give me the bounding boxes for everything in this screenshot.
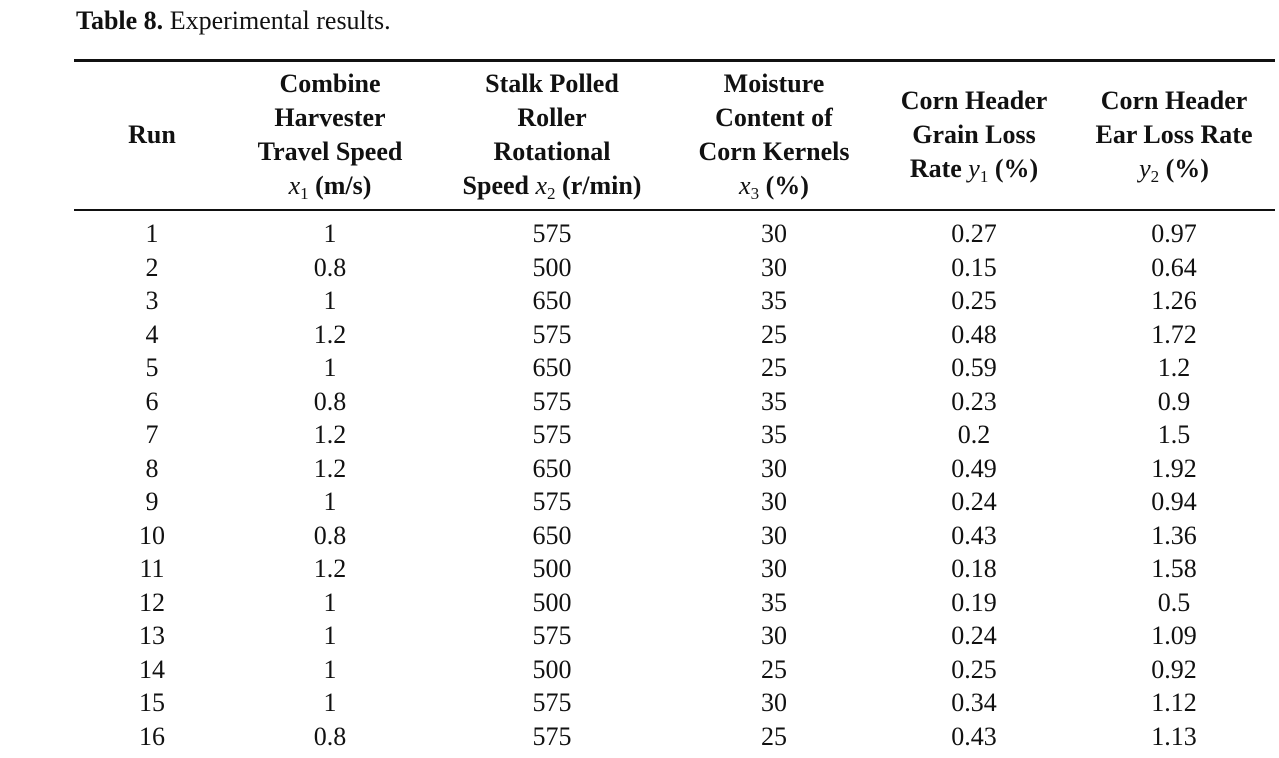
cell-moisture: 30 [761, 621, 787, 650]
cell-ear-loss: 1.12 [1151, 688, 1197, 717]
cell-run: 8 [145, 453, 159, 483]
table-row [74, 485, 1275, 519]
cell-rotational-speed: 575 [532, 721, 572, 751]
cell-moisture: 35 [761, 386, 787, 416]
header-moisture-line-2: Content of [715, 103, 833, 132]
table-row [74, 251, 1275, 285]
header-moisture-line-4 [699, 169, 850, 203]
header-run [102, 61, 202, 209]
header-y2-var: y [1139, 154, 1151, 183]
cell-run: 2 [145, 252, 159, 282]
header-rotational-speed-line-1: Stalk Polled [485, 69, 619, 98]
cell-run: 11 [139, 554, 165, 583]
cell-moisture: 30 [761, 520, 787, 550]
cell-rotational-speed: 575 [532, 386, 572, 416]
cell-moisture: 30 [761, 487, 787, 516]
cell-run: 10 [139, 520, 165, 550]
cell-moisture: 30 [761, 554, 787, 583]
cell-ear-loss: 1.58 [1151, 554, 1197, 583]
cell-run: 13 [139, 621, 165, 650]
cell-ear-loss: 0.64 [1151, 252, 1197, 282]
cell-moisture: 25 [761, 319, 787, 349]
header-x2-unit: (r/min) [555, 171, 642, 200]
cell-travel-speed: 0.8 [313, 721, 347, 751]
cell-ear-loss: 1.72 [1151, 319, 1197, 349]
table-row [74, 686, 1275, 720]
cell-travel-speed: 1.2 [313, 319, 347, 349]
cell-rotational-speed: 575 [532, 319, 572, 349]
cell-rotational-speed: 650 [532, 520, 572, 550]
cell-grain-loss: 0.27 [951, 219, 997, 248]
table-row [74, 452, 1275, 486]
cell-rotational-speed: 650 [532, 453, 572, 483]
header-y1-pre: Rate [909, 154, 969, 183]
cell-moisture: 30 [761, 453, 787, 483]
cell-grain-loss: 0.49 [951, 453, 997, 483]
cell-travel-speed: 1 [323, 654, 337, 684]
cell-rotational-speed: 575 [532, 219, 572, 248]
header-moisture-line-1: Moisture [723, 69, 825, 98]
cell-travel-speed: 1 [323, 286, 337, 315]
cell-ear-loss: 1.5 [1157, 420, 1191, 449]
cell-rotational-speed: 500 [532, 252, 572, 282]
header-moisture-content [686, 61, 862, 209]
table-row [74, 619, 1275, 653]
cell-travel-speed: 1 [323, 219, 337, 248]
table-row [74, 552, 1275, 586]
table-body [74, 217, 1275, 753]
cell-run: 4 [145, 319, 159, 349]
cell-run: 15 [139, 688, 165, 717]
cell-ear-loss: 0.9 [1157, 386, 1191, 416]
cell-grain-loss: 0.23 [951, 386, 997, 416]
cell-run: 5 [145, 353, 159, 382]
cell-run: 6 [145, 386, 159, 416]
header-travel-speed-line-4 [258, 169, 403, 203]
cell-grain-loss: 0.15 [951, 252, 997, 282]
header-x2-sub: 2 [547, 184, 556, 203]
cell-grain-loss: 0.2 [957, 420, 991, 449]
cell-moisture: 35 [761, 587, 787, 617]
header-rotational-speed-line-3: Rotational [493, 137, 611, 166]
header-x1-var: x [288, 171, 301, 200]
cell-travel-speed: 0.8 [313, 386, 347, 416]
cell-moisture: 30 [761, 219, 787, 248]
cell-travel-speed: 1.2 [313, 453, 347, 483]
header-grain-loss-line-2: Grain Loss [912, 120, 1036, 149]
cell-run: 1 [145, 219, 159, 248]
cell-ear-loss: 1.36 [1151, 520, 1197, 550]
header-grain-loss-rate [884, 61, 1064, 209]
cell-run: 16 [139, 721, 165, 751]
cell-grain-loss: 0.19 [951, 587, 997, 617]
cell-moisture: 30 [761, 252, 787, 282]
cell-travel-speed: 1.2 [313, 554, 347, 583]
table-caption [76, 5, 391, 37]
cell-rotational-speed: 500 [532, 587, 572, 617]
header-grain-loss-line-1: Corn Header [900, 86, 1048, 115]
cell-rotational-speed: 575 [532, 420, 572, 449]
cell-grain-loss: 0.43 [951, 520, 997, 550]
header-moisture-line-3: Corn Kernels [698, 137, 850, 166]
header-y2-sub: 2 [1150, 167, 1160, 186]
cell-ear-loss: 0.5 [1157, 587, 1191, 617]
cell-grain-loss: 0.59 [951, 353, 997, 382]
cell-rotational-speed: 500 [532, 654, 572, 684]
table-row [74, 720, 1275, 754]
cell-grain-loss: 0.24 [951, 621, 997, 650]
table-row [74, 284, 1275, 318]
table-row [74, 351, 1275, 385]
cell-grain-loss: 0.48 [951, 319, 997, 349]
cell-grain-loss: 0.18 [951, 554, 997, 583]
table-row [74, 418, 1275, 452]
cell-travel-speed: 1 [323, 688, 337, 717]
cell-grain-loss: 0.25 [951, 286, 997, 315]
table-row [74, 519, 1275, 553]
cell-moisture: 25 [761, 353, 787, 382]
table-row [74, 385, 1275, 419]
header-rotational-speed-line-4 [463, 169, 642, 203]
cell-travel-speed: 0.8 [313, 520, 347, 550]
header-travel-speed [237, 61, 423, 209]
table-row [74, 318, 1275, 352]
cell-rotational-speed: 575 [532, 621, 572, 650]
table-row [74, 653, 1275, 687]
header-travel-speed-line-1: Combine [279, 69, 381, 98]
header-run-line: Run [128, 120, 176, 149]
header-rotational-speed-line-2: Roller [517, 103, 587, 132]
cell-rotational-speed: 500 [532, 554, 572, 583]
header-ear-loss-line-3 [1096, 152, 1253, 186]
cell-rotational-speed: 650 [532, 353, 572, 382]
cell-ear-loss: 0.92 [1151, 654, 1197, 684]
cell-moisture: 25 [761, 721, 787, 751]
header-x2-var: x [535, 171, 548, 200]
header-x1-sub: 1 [300, 184, 309, 203]
cell-ear-loss: 1.13 [1151, 721, 1197, 751]
cell-ear-loss: 1.2 [1157, 353, 1191, 382]
cell-moisture: 35 [761, 286, 787, 315]
cell-travel-speed: 0.8 [313, 252, 347, 282]
cell-run: 9 [145, 487, 159, 516]
cell-moisture: 30 [761, 688, 787, 717]
header-ear-loss-line-2: Ear Loss Rate [1095, 120, 1253, 149]
cell-ear-loss: 1.26 [1151, 286, 1197, 315]
cell-run: 7 [145, 420, 159, 449]
cell-run: 3 [145, 286, 159, 315]
cell-grain-loss: 0.25 [951, 654, 997, 684]
table-caption-label: Table 8. [76, 6, 164, 35]
table-row [74, 586, 1275, 620]
header-x3-sub: 3 [750, 184, 760, 203]
cell-travel-speed: 1 [323, 353, 337, 382]
cell-grain-loss: 0.43 [951, 721, 997, 751]
header-ear-loss-line-1: Corn Header [1100, 86, 1248, 115]
header-ear-loss-rate [1086, 61, 1262, 209]
header-y1-var: y [968, 154, 980, 183]
header-travel-speed-line-3: Travel Speed [257, 137, 403, 166]
cell-ear-loss: 0.94 [1151, 487, 1197, 516]
cell-rotational-speed: 650 [532, 286, 572, 315]
cell-grain-loss: 0.24 [951, 487, 997, 516]
cell-ear-loss: 1.09 [1151, 621, 1197, 650]
cell-travel-speed: 1.2 [313, 420, 347, 449]
cell-moisture: 35 [761, 420, 787, 449]
table-header-rule [74, 209, 1275, 211]
header-x1-unit: (m/s) [308, 171, 372, 200]
cell-ear-loss: 1.92 [1151, 453, 1197, 483]
cell-moisture: 25 [761, 654, 787, 684]
cell-grain-loss: 0.34 [951, 688, 997, 717]
header-x3-var: x [739, 171, 751, 200]
table-row [74, 217, 1275, 251]
header-y1-sub: 1 [979, 167, 989, 186]
cell-run: 12 [139, 587, 165, 617]
cell-run: 14 [139, 654, 165, 684]
header-y2-unit: (%) [1159, 154, 1209, 183]
header-grain-loss-line-3 [901, 152, 1048, 186]
header-travel-speed-line-2: Harvester [274, 103, 386, 132]
header-x2-pre: Speed [462, 171, 536, 200]
header-x3-unit: (%) [759, 171, 809, 200]
cell-rotational-speed: 575 [532, 688, 572, 717]
header-y1-unit: (%) [988, 154, 1039, 183]
cell-ear-loss: 0.97 [1151, 219, 1197, 248]
cell-travel-speed: 1 [323, 487, 337, 516]
header-rotational-speed [439, 61, 665, 209]
cell-travel-speed: 1 [323, 587, 337, 617]
table-caption-text: Experimental results. [169, 6, 391, 35]
cell-travel-speed: 1 [323, 621, 337, 650]
cell-rotational-speed: 575 [532, 487, 572, 516]
